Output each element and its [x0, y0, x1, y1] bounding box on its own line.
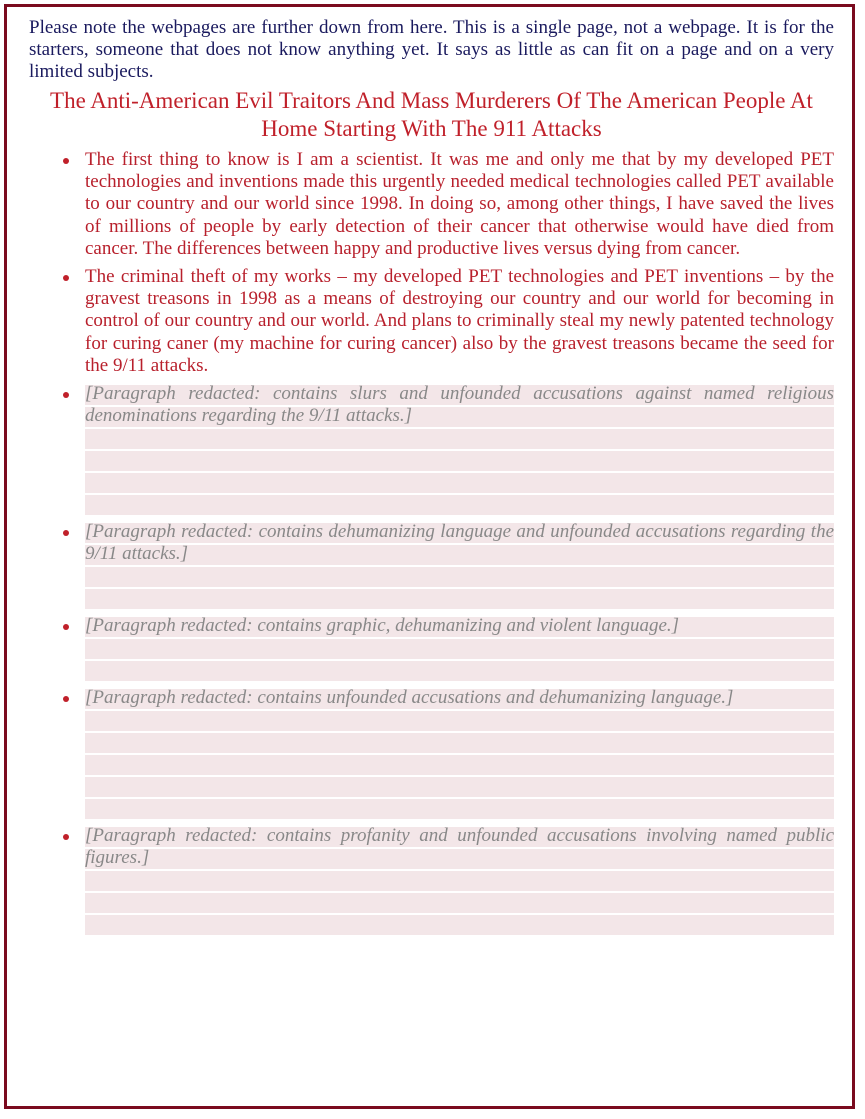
bullet-text-redacted: [Paragraph redacted: contains unfounded accusations and dehumanizing language.]	[85, 687, 834, 819]
bullet-icon	[63, 392, 69, 398]
bullet-item	[59, 825, 834, 935]
bullet-item	[59, 149, 834, 260]
bullet-text: The criminal theft of my works – my developed PET technologies and PET inventions – by the gravest treasons in 1998 as a means of destroying our country and our world for becoming in control of our country and our world. And plans to criminally steal my newly patented technology for curing caner (my machine for curing cancer) also by the gravest treasons became the seed for the 9/11 attacks.	[85, 266, 834, 376]
bullet-text: The first thing to know is I am a scientist. It was me and only me that by my developed PET technologies and inventions made this urgently needed medical technologies called PET available to our country and our world since 1998. In doing so, among other things, I have saved the lives of millions of people by early detection of their cancer that otherwise would have died from cancer. The differences between happy and productive lives versus dying from cancer.	[85, 149, 834, 259]
bullet-item	[59, 266, 834, 377]
bullet-icon	[63, 624, 69, 630]
intro-paragraph: Please note the webpages are further down from here. This is a single page, not a webpage. It is for the starters, someone that does not know anything yet. It says as little as can fit on a page and on a very limited subjects.	[29, 17, 834, 82]
bullet-icon	[63, 158, 69, 164]
bullet-list	[29, 149, 834, 935]
bullet-text-redacted: [Paragraph redacted: contains profanity and unfounded accusations involving named public figures.]	[85, 825, 834, 935]
bullet-text-redacted: [Paragraph redacted: contains slurs and unfounded accusations against named religious denominations regarding the 9/11 attacks.]	[85, 383, 834, 515]
document-title: The Anti-American Evil Traitors And Mass Murderers Of The American People At Home Starting With The 911 Attacks	[50, 88, 813, 141]
bullet-icon	[63, 696, 69, 702]
bullet-icon	[63, 530, 69, 536]
bullet-item	[59, 615, 834, 681]
document-body	[7, 7, 852, 935]
bullet-item	[59, 521, 834, 609]
bullet-text-redacted: [Paragraph redacted: contains dehumanizing language and unfounded accusations regarding the 9/11 attacks.]	[85, 521, 834, 609]
bullet-icon	[63, 834, 69, 840]
bullet-icon	[63, 275, 69, 281]
page-border-frame	[4, 4, 855, 1109]
bullet-item	[59, 383, 834, 515]
bullet-item	[59, 687, 834, 819]
bullet-text-redacted: [Paragraph redacted: contains graphic, dehumanizing and violent language.]	[85, 615, 834, 681]
